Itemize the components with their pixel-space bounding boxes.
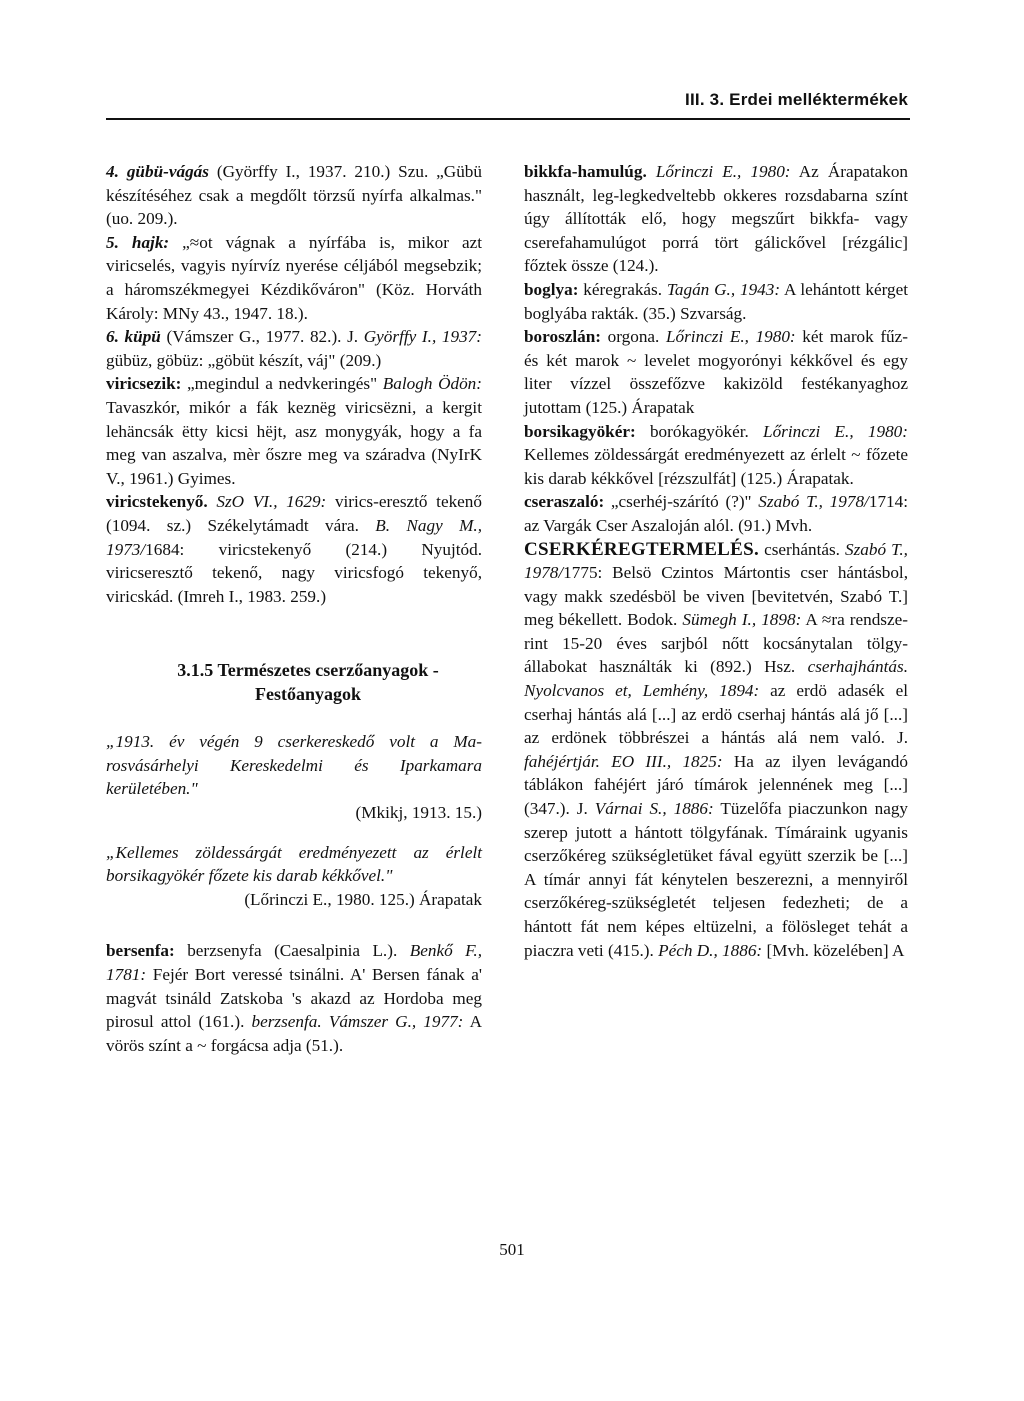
entry-term: 6. küpü — [106, 327, 161, 347]
entry-bersenfa — [106, 939, 482, 1057]
entry-text: 1684: viricstekenyő (214.) Nyujtód. viricseresztő tekenő, nagy viricsfogó tekenyő, viricskád. (Imreh I., 1983. 259.) — [106, 539, 482, 606]
entry-text: az erdö adasék el cserhaj hántás alá [...] az erdö cserhaj hántás alá jő [...] az erdönek többrészei a hántás alá nem való. J. — [524, 681, 908, 748]
entry-source: cserhajhántás. Nyolcvanos et, Lemhény, 1894: — [524, 657, 908, 701]
entry-term: viricsezik: — [106, 374, 182, 394]
entry-term: CSERKÉREGTERMELÉS. — [524, 538, 760, 560]
entry-term: borsikagyökér: — [524, 421, 636, 441]
entry-term: cseraszaló: — [524, 492, 605, 512]
quote-2: „Kellemes zöldessárgát eredményezett az érlelt borsikagyökér főzete kis darab kékkővel." — [106, 842, 482, 886]
entry-text: A ≈ra rendszerint 15-20 éves sarjból nőtt kocsánytalan tölgy-állabokat használták ki (892.) Hsz. — [524, 610, 908, 677]
entry-hajk — [106, 231, 482, 325]
right-column — [524, 160, 908, 962]
entry-term: boroszlán: — [524, 327, 602, 347]
quote-2-source: (Lőrinczi E., 1980. 125.) Árapatak — [244, 889, 482, 909]
entry-source: SzO VI., 1629: — [207, 492, 327, 512]
entry-term: bikkfa-hamulúg. — [524, 162, 647, 181]
entry-text: Fejér Bort veressé tsinálni. A' Bersen fának a' magvát tsináld Zatskoba 's akazd az Hordoba meg pirosul attol (161.). — [106, 965, 482, 1032]
entry-term: bersenfa: — [106, 941, 175, 961]
page-number: 501 — [499, 1240, 525, 1259]
entry-text: „≈ot vágnak a nyírfába is, mikor azt viricselés, vagyis nyírvíz nyerése céljából megsebzik; a háromszékmegyei Kézdikőváron" (Köz. Horváth Károly: MNy 43., 1947. 18.). — [106, 232, 482, 323]
entry-text: (Györffy I., 1937. 210.) Szu. „Gübü készítéséhez csak a megdőlt törzsű nyírfa alkalmas." (uo. 209.). — [106, 162, 482, 229]
entry-kupu — [106, 325, 482, 372]
entry-boglya — [524, 278, 908, 325]
entry-term: 5. hajk: — [106, 232, 170, 252]
entry-text: „megindul a nedvkeringés" — [181, 374, 383, 394]
entry-source: fahéjértjár. EO III., 1825: — [524, 751, 723, 771]
entry-source: Várnai S., 1886: — [594, 799, 714, 819]
entry-text: berzsenyfa (Caesalpinia L.). — [174, 941, 410, 961]
entry-source: Lőrinczi E., 1980: — [646, 162, 791, 181]
entry-viricstekenyo — [106, 490, 482, 608]
entry-text: (Vámszer G., 1977. 82.). J. — [160, 327, 364, 347]
entry-text: A lehántott kérget boglyába rakták. (35.) Szvarság. — [524, 279, 908, 323]
entry-text: két marok fűz- és két marok ~ levelet mogyorónyi kékkővel és egy liter vízzel összefőzve kakizöld festékanyaghoz jutottam (125.) Árapatak — [524, 327, 908, 417]
quote-1-source: (Mkikj, 1913. 15.) — [355, 803, 482, 823]
entry-text: [Mvh. közelében] A — [762, 940, 905, 960]
entry-boroszlan — [524, 325, 908, 419]
entry-text: orgona. — [601, 327, 666, 347]
entry-text: Tüzelőfa piaczunkon nagy szerep jutott a hántott tölgyfának. Tímáraink ugyanis cserzőkéreg szükségletüket fával együtt szerzik be [...] A tímár annyi fát kénytelen beszerezni, a mennyiről cserzőkéreg-szükségletét teljesen fedezheti; de a hántott fát nem képes eltüzelni, a fölösleget tehát a piaczra veti (415.). — [524, 799, 909, 960]
quote-1: „1913. év végén 9 cserkereskedő volt a Marosvásárhelyi Kereskedelmi és Iparkamara kerületében." — [106, 732, 482, 799]
entry-text: 1714: az Vargák Cser Aszaloján alól. (91.) Mvh. — [524, 492, 908, 535]
entry-source: Sümegh I., 1898: — [682, 610, 802, 630]
entry-source: Lőrinczi E., 1980: — [763, 421, 908, 441]
entry-source: Balogh Ödön: — [382, 374, 482, 394]
entry-term: viricstekenyő. — [106, 492, 208, 512]
entry-source: Györffy I., 1937: — [363, 327, 482, 347]
entry-text: Tavaszkór, mikór a fák keznëg viricsëzni, a kergit lehäncsák ëtty kicsi hëjt, asz monygyák, hogy a fa meg van aszalva, mèr őszre meg va száradva (NyIrK V., 1961.) Gyimes. — [106, 397, 482, 488]
entry-source: Benkő F., 1781: — [106, 941, 482, 985]
entry-text: 1775: Belsö Czintos Mártontis cser hántásbol, vagy makk szedésböl be viven [bevitetvén, Szabó T.] meg békellett. Bodok. — [524, 563, 908, 630]
entry-source: Tagán G., 1943: — [666, 279, 781, 299]
entry-text: gübüz, göbüz: „göbüt készít, váj" (209.) — [106, 350, 382, 370]
entry-source: Szabó T., 1978/ — [758, 492, 869, 512]
entry-cserkeregtermeles — [524, 538, 908, 963]
entry-term: boglya: — [524, 279, 579, 299]
entry-source: Lőrinczi E., 1980: — [665, 327, 796, 347]
entry-viricsezik — [106, 372, 482, 490]
entry-text: kéregrakás. — [578, 279, 667, 299]
section-heading — [106, 658, 482, 706]
left-column — [106, 160, 482, 1057]
entry-source: B. Nagy M., 1973/ — [106, 515, 482, 559]
entry-text: Kellemes zöldessárgát eredményezett az érlelt ~ főzete kis darab kékkővel [rézszulfát] (125.) Árapatak. — [524, 445, 908, 488]
entry-source: Péch D., 1886: — [658, 940, 763, 960]
running-header — [106, 86, 910, 120]
entry-text: borókagyökér. — [635, 421, 764, 441]
section-heading-line-1: 3.1.5 Természetes cserzőanyagok - — [177, 660, 439, 681]
entry-source: Szabó T., 1978/ — [524, 539, 908, 583]
entry-gubu-vagas — [106, 160, 482, 231]
section-heading-line-2: Festőanyagok — [254, 684, 361, 705]
entry-text: virics-eresztő tekenő (1094. sz.) Székelytámadt vára. — [106, 492, 482, 535]
entry-text: „cserhéj-szárító (?)" — [604, 492, 759, 512]
header-title: III. 3. Erdei melléktermékek — [685, 90, 908, 109]
entry-text: Ha az ilyen levágandó táblákon fahéjért járó tímárok jelennének meg [...] (347.). J. — [524, 751, 908, 819]
entry-text: Az Árapatakon használt, leg-legkedveltebb okkeres rozsdabarna színt úgy állították elő, hogy megszűrt bikkfa- vagy cserefahamulúgot porrá tört gálickővel [rézgálic] főztek össze (124.). — [524, 162, 909, 276]
entry-bikkfa-hamulug — [524, 160, 908, 278]
entry-text: A vörös színt a ~ forgácsa adja (51.). — [106, 1012, 483, 1055]
entry-borsikagyoker — [524, 420, 908, 491]
entry-source: berzsenfa. Vámszer G., 1977: — [251, 1012, 464, 1032]
entry-term: 4. gübü-vágás — [106, 162, 209, 181]
entry-text: cserhántás. — [759, 539, 845, 559]
entry-cseraszalo — [524, 490, 908, 537]
